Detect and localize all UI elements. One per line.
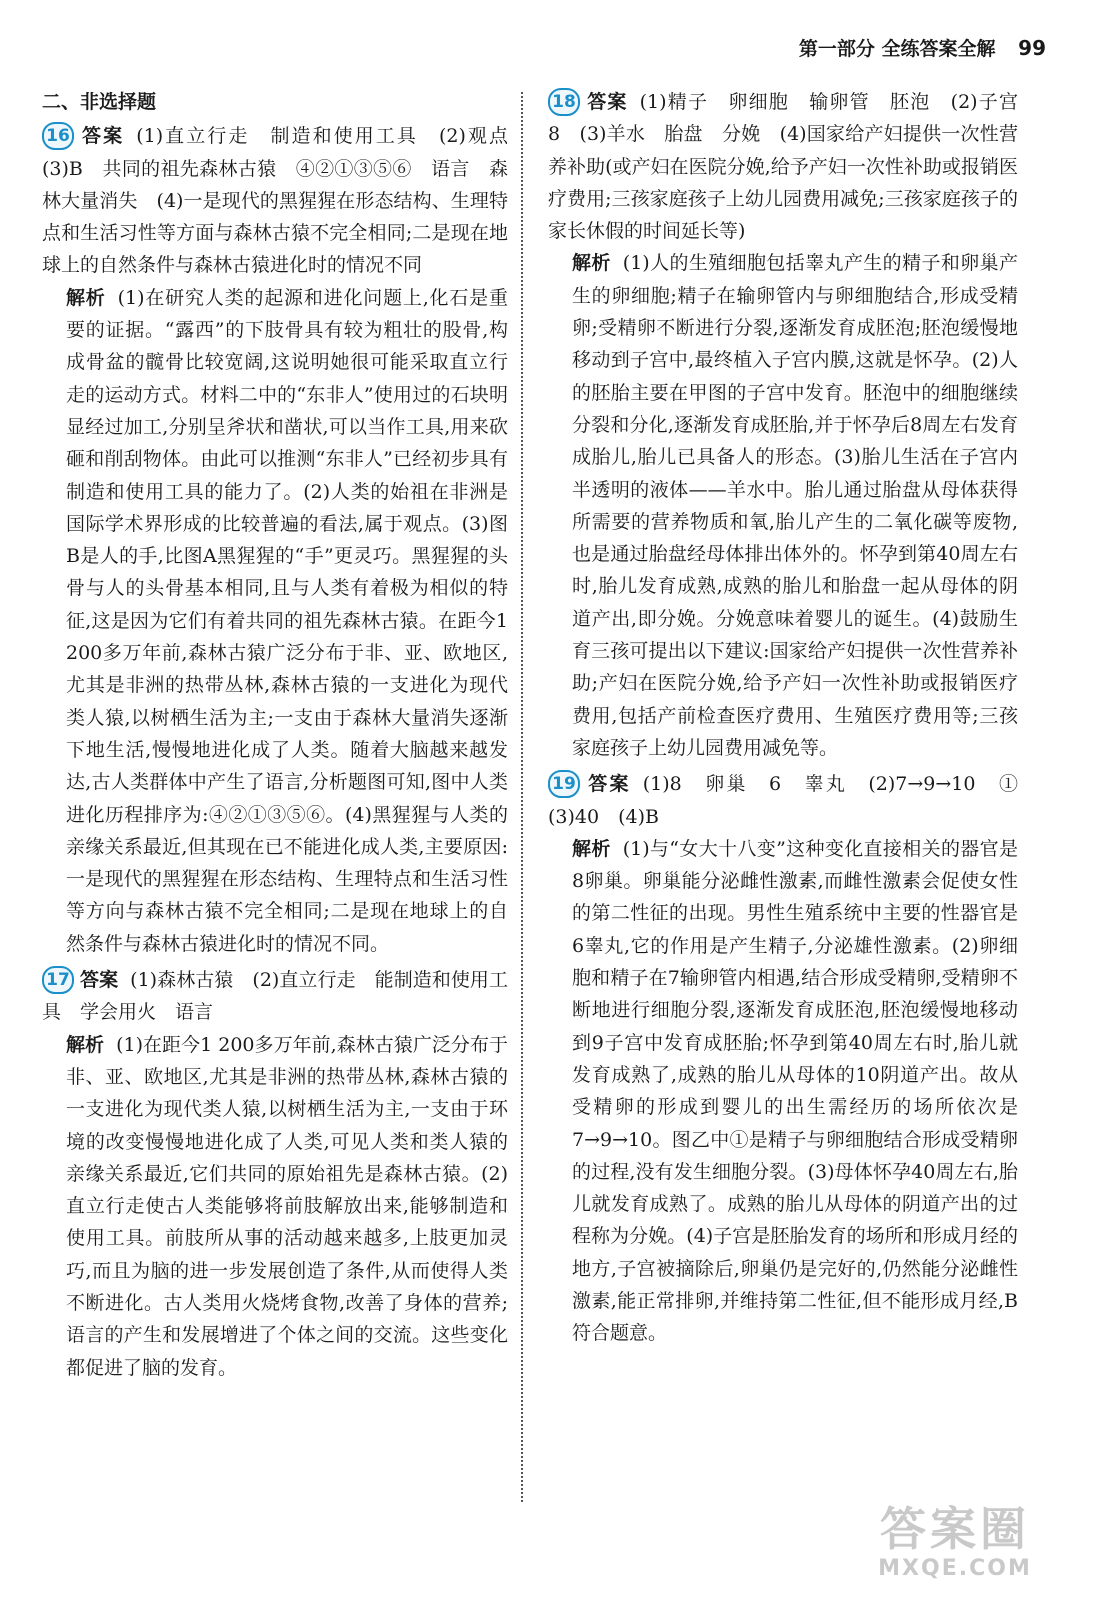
question-number-badge: 19 <box>548 770 580 798</box>
analysis-text: (1)人的生殖细胞包括睾丸产生的精子和卵巢产生的卵细胞;精子在输卵管内与卵细胞结合,形成受精卵;受精卵不断进行分裂,逐渐发育成胚泡;胚泡缓慢地移动到子宫中,最终植入子宫内膜,这就是怀孕。(2)人的胚胎主要在甲图的子宫中发育。胚泡中的细胞继续分裂和分化,逐渐发育成胚胎,并于怀孕后8周左右发育成胎儿,胎儿已具备人的形态。(3)胎儿生活在子宫内半透明的液体——羊水中。胎儿通过胎盘从母体获得所需要的营养物质和氧,胎儿产生的二氧化碳等废物,也是通过胎盘经母体排出体外的。怀孕到第40周左右时,胎儿发育成熟,成熟的胎儿和胎盘一起从母体的阴道产出,即分娩。分娩意味着婴儿的诞生。(4)鼓励生育三孩可提出以下建议:国家给产妇提供一次性营养补助;产妇在医院分娩,给予产妇一次性补助或报销医疗费用,包括产前检查医疗费用、生殖医疗费用等;三孩家庭孩子上幼儿园费用减免等。 <box>572 252 1018 759</box>
left-column <box>42 86 528 1388</box>
analysis-text: (1)在研究人类的起源和进化问题上,化石是重要的证据。“露西”的下肢骨具有较为粗壮的股骨,构成骨盆的髋骨比较宽阔,这说明她很可能采取直立行走的运动方式。材料二中的“东非人”使用过的石块明显经过加工,分别呈斧状和凿状,可以当作工具,用来砍砸和削刮物体。由此可以推测“东非人”已经初步具有制造和使用工具的能力了。(2)人类的始祖在非洲是国际学术界形成的比较普遍的看法,属于观点。(3)图B是人的手,比图A黑猩猩的“手”更灵巧。黑猩猩的头骨与人的头骨基本相同,且与人类有着极为相似的特征,这是因为它们有着共同的祖先森林古猿。在距今1 200多万年前,森林古猿广泛分布于非、亚、欧地区,尤其是非洲的热带丛林,森林古猿的一支进化为现代类人猿,以树栖生活为主;一支由于森林大量消失逐渐下地生活,慢慢地进化成了人类。随着大脑越来越发达,古人类群体中产生了语言,分析题图可知,图中人类进化历程排序为:④②①③⑤⑥。(4)黑猩猩与人类的亲缘关系最近,但其现在已不能进化成人类,主要原因:一是现代的黑猩猩在形态结构、生理特点和生活习性等方向与森林古猿不完全相同;二是现在地球上的自然条件与森林古猿进化时的情况不同。 <box>66 286 508 955</box>
watermark-logo <box>840 1502 1070 1590</box>
answer-block <box>42 120 528 281</box>
question-18 <box>548 86 1038 764</box>
answer-label: 答案 <box>586 91 628 113</box>
watermark-line2: MXQE.COM <box>878 1556 1032 1581</box>
answer-text: (1)精子 卵细胞 输卵管 胚泡 (2)子宫 8 (3)羊水 胎盘 分娩 (4)国家给产妇提供一次性营养补助(或产妇在医院分娩,给予产妇一次性补助或报销医疗费用;三孩家庭孩子上幼儿园费用减免;三孩家庭孩子的家长休假的时间延长等) <box>548 91 1038 243</box>
analysis-text: (1)在距今1 200多万年前,森林古猿广泛分布于非、亚、欧地区,尤其是非洲的热带丛林,森林古猿的一支进化为现代类人猿,以树栖生活为主,一支由于环境的改变慢慢地进化成了人类,可见人类和类人猿的亲缘关系最近,它们共同的原始祖先是森林古猿。(2)直立行走使古人类能够将前肢解放出来,能够制造和使用工具。前肢所从事的活动越来越多,上肢更加灵巧,而且为脑的进一步发展创造了条件,从而使得人类不断进化。古人类用火烧烤食物,改善了身体的营养;语言的产生和发展增进了个体之间的交流。这些变化都促进了脑的发育。 <box>66 1033 508 1379</box>
answer-label: 答案 <box>586 773 631 796</box>
right-column <box>548 86 1038 1354</box>
analysis-block <box>42 1029 508 1384</box>
analysis-block <box>548 247 1018 764</box>
question-16 <box>42 120 528 960</box>
answer-block <box>548 768 1038 833</box>
question-number-badge: 16 <box>42 122 74 150</box>
page-number: 99 <box>1018 36 1046 60</box>
header-section: 第一部分 全练答案全解 <box>798 38 996 60</box>
analysis-block <box>548 833 1018 1350</box>
answer-text: (1)直立行走 制造和使用工具 (2)观点 (3)B 共同的祖先森林古猿 ④②①③⑤⑥ 语言 森林大量消失 (4)一是现代的黑猩猩在形态结构、生理特点和生活习性等方面与森林古猿不完全相同;二是现在地球上的自然条件与森林古猿进化时的情况不同 <box>42 125 528 277</box>
answer-block <box>548 86 1038 247</box>
analysis-block <box>42 282 508 960</box>
analysis-text: (1)与“女大十八变”这种变化直接相关的器官是8卵巢。卵巢能分泌雌性激素,而雌性激素会促使女性的第二性征的出现。男性生殖系统中主要的性器官是6睾丸,它的作用是产生精子,分泌雄性激素。(2)卵细胞和精子在7输卵管内相遇,结合形成受精卵,受精卵不断地进行细胞分裂,逐渐发育成胚泡,胚泡缓慢地移动到9子宫中发育成胚胎;怀孕到第40周左右时,胎儿就发育成熟了,成熟的胎儿从母体的10阴道产出。故从受精卵的形成到婴儿的出生需经历的场所依次是7→9→10。图乙中①是精子与卵细胞结合形成受精卵的过程,没有发生细胞分裂。(3)母体怀孕40周左右,胎儿就发育成熟了。成熟的胎儿从母体的阴道产出的过程称为分娩。(4)子宫是胚胎发育的场所和形成月经的地方,子宫被摘除后,卵巢仍是完好的,仍然能分泌雌性激素,能正常排卵,并维持第二性征,但不能形成月经,B符合题意。 <box>572 837 1018 1345</box>
answer-text: (1)8 卵巢 6 睾丸 (2)7→9→10 ① (3)40 (4)B <box>548 773 1038 828</box>
column-divider <box>521 92 523 1502</box>
section-title: 二、非选择题 <box>42 91 157 113</box>
answer-text: (1)森林古猿 (2)直立行走 能制造和使用工具 学会用火 语言 <box>42 969 508 1024</box>
question-19 <box>548 768 1038 1349</box>
analysis-label: 解析 <box>572 837 611 860</box>
analysis-label: 解析 <box>572 252 611 275</box>
watermark-line1: 答案圈 <box>880 1502 1030 1556</box>
answer-block <box>42 964 508 1029</box>
question-number-badge: 17 <box>42 966 74 994</box>
analysis-label: 解析 <box>66 286 106 309</box>
answer-label: 答案 <box>80 125 125 148</box>
question-number-badge: 18 <box>548 88 580 116</box>
analysis-label: 解析 <box>66 1033 105 1056</box>
question-17 <box>42 964 508 1384</box>
answer-label: 答案 <box>80 969 119 992</box>
page-header <box>0 34 1046 70</box>
